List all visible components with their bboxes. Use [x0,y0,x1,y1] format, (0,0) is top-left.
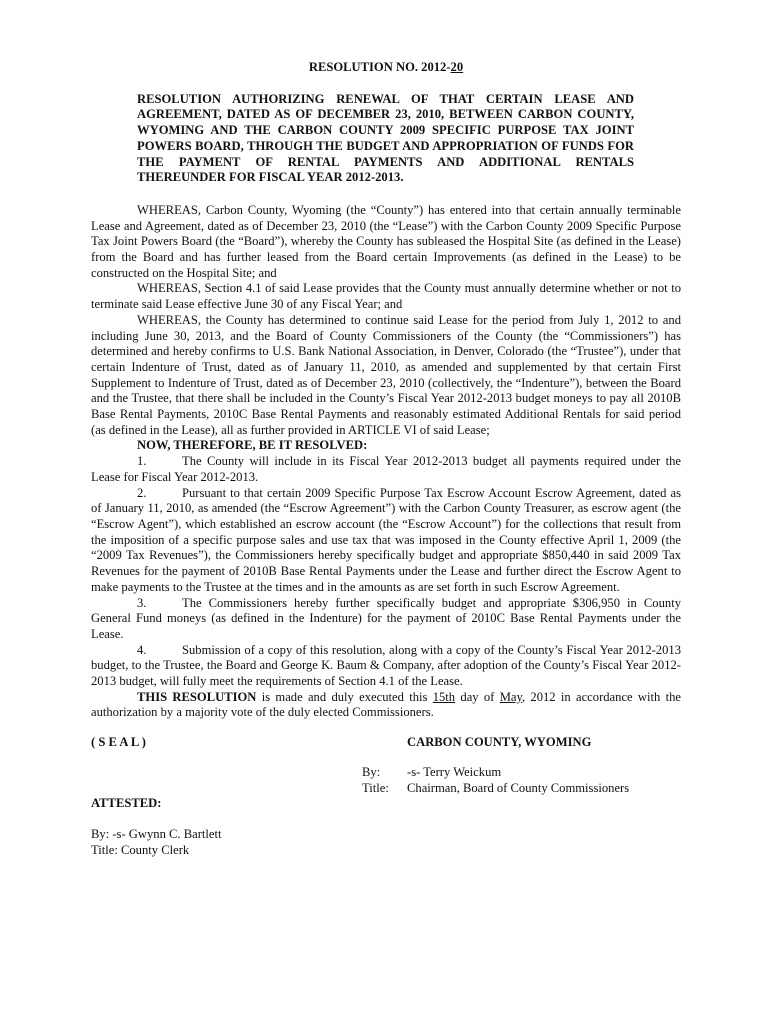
closing-text-1: is made and duly executed this [256,689,433,704]
by-label: By: [362,765,381,780]
clause-text: Submission of a copy of this resolution, along with a copy of the County’s Fiscal Year 2012-2013 budget, to the Trustee, the Board and George K. Baum & Company, after adoption of the County’s Fiscal Year 2012-2013 budget, will fully meet the requirements of Section 4.1 of the Lease. [91,642,681,689]
resolution-document [91,60,681,875]
resolution-number-prefix: RESOLUTION NO. 2012- [308,60,451,74]
attested-label: ATTESTED: [91,796,162,811]
clause-4 [91,643,681,690]
closing-text-3: , 2012 in accordance with the authorization by a majority vote of the duly elected Commissioners. [91,689,682,720]
clause-text: Pursuant to that certain 2009 Specific Purpose Tax Escrow Account Escrow Agreement, dated as of January 11, 2010, as amended (the “Escrow Agreement”) with the Carbon County Treasurer, as escrow agent (the “Escrow Agent”), which established an escrow account (the “Escrow Account”) for the collections that result from the imposition of a specific purpose sales and use tax that was imposed in the County effective April 1, 2009 (the “2009 Tax Revenues”), the Commissioners hereby specifically budget and appropriate $850,440 in said 2009 Tax Revenues for the payment of 2010B Base Rental Payments under the Lease and further direct the Escrow Agent to make payments to the Trustee at the times and in the amounts as are set forth in such Escrow Agreement. [91,485,681,594]
clause-text: The County will include in its Fiscal Year 2012-2013 budget all payments required under the Lease for Fiscal Year 2012-2013. [91,454,681,484]
execution-month: May [499,689,522,704]
chairman-title: Chairman, Board of County Commissioners [407,781,630,796]
resolved-heading: NOW, THEREFORE, BE IT RESOLVED: [137,438,368,453]
clerk-signature: By: -s- Gwynn C. Bartlett [91,827,222,842]
clause-number: 1. [137,454,147,469]
clause-number: 4. [137,642,147,657]
closing-text-2: day of [455,689,500,704]
whereas-paragraph-2: WHEREAS, Section 4.1 of said Lease provides that the County must annually determine whether or not to terminate said Lease effective June 30 of any Fiscal Year; and [91,281,681,312]
clause-1 [91,454,681,485]
whereas-paragraph-3: WHEREAS, the County has determined to continue said Lease for the period from July 1, 2012 to and including June 30, 2013, and the Board of County Commissioners of the County (the “Commissioners”) has determined and hereby confirms to U.S. Bank National Association, in Denver, Colorado (the “Trustee”), under that certain Indenture of Trust, dated as of January 11, 2010, as amended and supplemented by that certain First Supplement to Indenture of Trust, dated as of December 23, 2010 (collectively, the “Indenture”), between the Board and the Trustee, that there shall be included in the County’s Fiscal Year 2012-2013 budget moneys to pay all 2010B Base Rental Payments, 2010C Base Rental Payments and reasonably estimated Additional Rentals for said period (as defined in the Lease), all as further provided in ARTICLE VI of said Lease; [91,312,681,437]
resolution-number [91,60,681,76]
clerk-title: Title: County Clerk [91,843,190,858]
resolution-title: RESOLUTION AUTHORIZING RENEWAL OF THAT CERTAIN LEASE AND AGREEMENT, DATED AS OF DECEMBER 23, 2010, BETWEEN CARBON COUNTY, WYOMING AND THE CARBON COUNTY 2009 SPECIFIC PURPOSE TAX JOINT POWERS BOARD, THROUGH THE BUDGET AND APPROPRIATION OF FUNDS FOR THE PAYMENT OF RENTAL PAYMENTS AND ADDITIONAL RENTALS THEREUNDER FOR FISCAL YEAR 2012-2013. [137,91,634,185]
closing-lead: THIS RESOLUTION [137,689,257,704]
county-name: CARBON COUNTY, WYOMING [407,735,592,750]
clause-3 [91,596,681,643]
resolution-number-suffix: 20 [450,60,464,74]
closing-paragraph [91,690,681,721]
clause-2 [91,486,681,596]
whereas-paragraph-1: WHEREAS, Carbon County, Wyoming (the “County”) has entered into that certain annually terminable Lease and Agreement, dated as of December 23, 2010 (the “Lease”) with the Carbon County 2009 Specific Purpose Tax Joint Powers Board (the “Board”), whereby the County has subleased the Hospital Site (as defined in the Lease) from the Board and has further leased from the Board certain Improvements (as defined in the Lease) to be constructed on the Hospital Site; and [91,202,681,280]
signature-block [91,735,681,875]
seal-label: ( S E A L ) [91,735,146,750]
clause-number: 3. [137,595,147,610]
chairman-signature: -s- Terry Weickum [407,765,502,780]
clause-text: The Commissioners hereby further specifically budget and appropriate $306,950 in County General Fund moneys (as defined in the Indenture) for the payment of 2010C Base Rental Payments under the Lease. [91,595,681,641]
execution-day: 15th [432,689,456,704]
title-label: Title: [362,781,389,796]
clause-number: 2. [137,485,147,500]
